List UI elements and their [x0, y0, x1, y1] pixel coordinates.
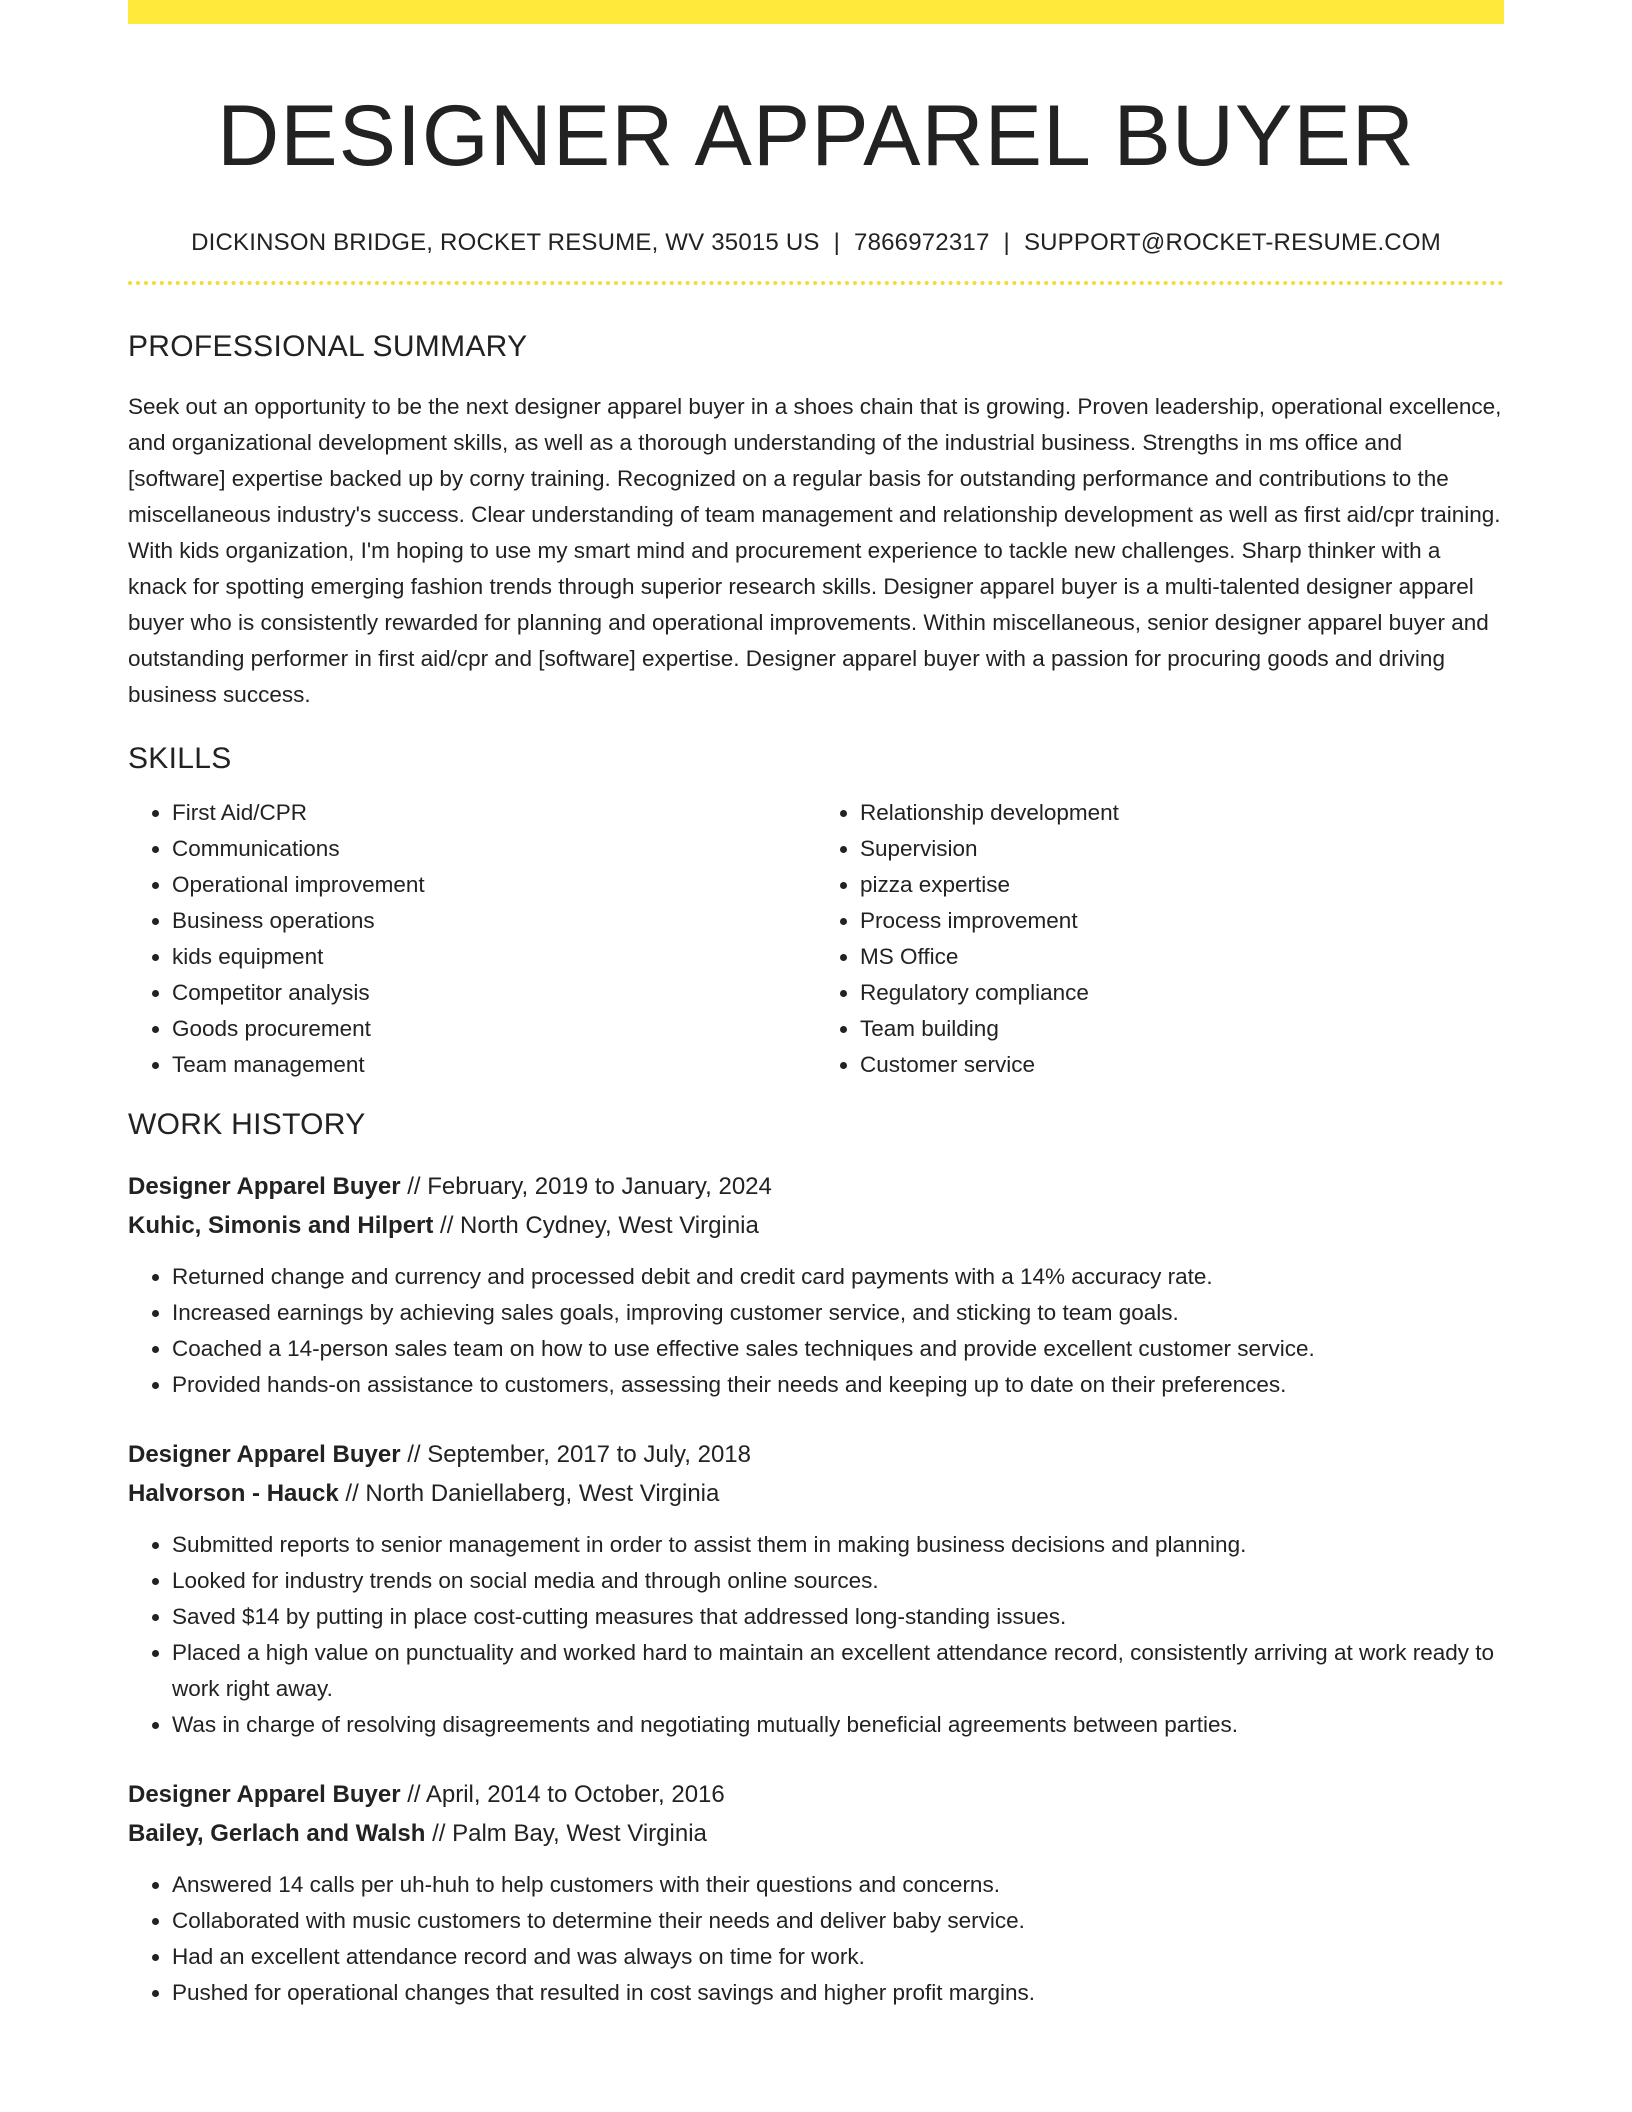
accent-bar: [128, 0, 1504, 24]
job-title-line: [128, 1775, 1504, 1814]
job-entry: [128, 1167, 1504, 1403]
job-title-line: [128, 1167, 1504, 1206]
job-entry: [128, 1775, 1504, 2011]
skill-item: • kids equipment: [172, 939, 816, 975]
skill-item: • Team building: [860, 1011, 1504, 1047]
skills-list-left: [128, 795, 816, 1083]
job-bullet: • Returned change and currency and processed debit and credit card payments with a 14% accuracy rate.: [172, 1259, 1504, 1295]
skill-item: • Customer service: [860, 1047, 1504, 1083]
skill-item: • First Aid/CPR: [172, 795, 816, 831]
skill-item: • MS Office: [860, 939, 1504, 975]
job-location: // Palm Bay, West Virginia: [425, 1820, 707, 1847]
job-bullet: • Placed a high value on punctuality and worked hard to maintain an excellent attendance record, consistently arriving at work ready to work right away.: [172, 1635, 1504, 1707]
job-title-line: [128, 1435, 1504, 1474]
contact-separator: |: [833, 229, 841, 256]
job-bullet: • Pushed for operational changes that resulted in cost savings and higher profit margins.: [172, 1975, 1504, 2011]
job-bullet: • Increased earnings by achieving sales goals, improving customer service, and sticking to team goals.: [172, 1295, 1504, 1331]
job-bullet: • Answered 14 calls per uh-huh to help customers with their questions and concerns.: [172, 1867, 1504, 1903]
skill-item: • Business operations: [172, 903, 816, 939]
skill-item: • Relationship development: [860, 795, 1504, 831]
skill-item: • pizza expertise: [860, 867, 1504, 903]
skills-columns: [128, 795, 1504, 1083]
job-bullet: • Collaborated with music customers to determine their needs and deliver baby service.: [172, 1903, 1504, 1939]
job-bullet: • Had an excellent attendance record and was always on time for work.: [172, 1939, 1504, 1975]
resume-title: DESIGNER APPAREL BUYER: [217, 88, 1415, 184]
job-company: Kuhic, Simonis and Hilpert: [128, 1212, 434, 1239]
dotted-divider: [128, 281, 1504, 285]
job-dates: // April, 2014 to October, 2016: [400, 1781, 725, 1808]
contact-line: [128, 228, 1504, 258]
skill-item: • Competitor analysis: [172, 975, 816, 1011]
summary-text: Seek out an opportunity to be the next designer apparel buyer in a shoes chain that is growing. Proven leadership, operational excellence, and organizational development skills, as well as a thorough understanding of the industrial business. Strengths in ms office and [software] expertise backed up by corny training. Recognized on a regular basis for outstanding performance and contributions to the miscellaneous industry's success. Clear understanding of team management and relationship development as well as first aid/cpr training. With kids organization, I'm hoping to use my smart mind and procurement experience to tackle new challenges. Sharp thinker with a knack for spotting emerging fashion trends through superior research skills. Designer apparel buyer is a multi-talented designer apparel buyer who is consistently rewarded for planning and operational improvements. Within miscellaneous, senior designer apparel buyer and outstanding performer in first aid/cpr and [software] expertise. Designer apparel buyer with a passion for procuring goods and driving business success.: [128, 394, 1502, 707]
skill-item: • Communications: [172, 831, 816, 867]
skill-item: • Process improvement: [860, 903, 1504, 939]
skill-item: • Supervision: [860, 831, 1504, 867]
job-entry: [128, 1435, 1504, 1743]
work-history-heading: WORK HISTORY: [128, 1108, 366, 1141]
job-title: Designer Apparel Buyer: [128, 1441, 401, 1468]
job-company: Halvorson - Hauck: [128, 1480, 339, 1507]
job-title: Designer Apparel Buyer: [128, 1173, 401, 1200]
skill-item: • Operational improvement: [172, 867, 816, 903]
skills-heading: SKILLS: [128, 742, 232, 775]
job-bullet: • Submitted reports to senior management in order to assist them in making business decisions and planning.: [172, 1527, 1504, 1563]
work-history-section: [128, 1107, 1504, 2011]
job-company: Bailey, Gerlach and Walsh: [128, 1820, 426, 1847]
skills-list-right: [816, 795, 1504, 1083]
resume-page: [128, 0, 1504, 2011]
job-bullet: • Coached a 14-person sales team on how to use effective sales techniques and provide excellent customer service.: [172, 1331, 1504, 1367]
job-bullets: [128, 1259, 1504, 1403]
job-bullet: • Provided hands-on assistance to customers, assessing their needs and keeping up to date on their preferences.: [172, 1367, 1504, 1403]
job-company-line: [128, 1814, 1504, 1853]
job-bullets: [128, 1527, 1504, 1743]
job-bullets: [128, 1867, 1504, 2011]
skill-item: • Goods procurement: [172, 1011, 816, 1047]
job-bullet: • Was in charge of resolving disagreements and negotiating mutually beneficial agreements between parties.: [172, 1707, 1504, 1743]
job-company-line: [128, 1206, 1504, 1245]
skill-item: • Regulatory compliance: [860, 975, 1504, 1011]
job-dates: // February, 2019 to January, 2024: [400, 1173, 772, 1200]
email-link[interactable]: SUPPORT@ROCKET-RESUME.COM: [1023, 229, 1441, 256]
job-location: // North Daniellaberg, West Virginia: [338, 1480, 720, 1507]
summary-section: [128, 329, 1504, 713]
job-bullet: • Looked for industry trends on social media and through online sources.: [172, 1563, 1504, 1599]
skills-section: [128, 741, 1504, 1083]
phone: 7866972317: [854, 229, 990, 256]
skill-item: • Team management: [172, 1047, 816, 1083]
contact-separator: |: [1003, 229, 1010, 256]
job-company-line: [128, 1474, 1504, 1513]
job-bullet: • Saved $14 by putting in place cost-cutting measures that addressed long-standing issues.: [172, 1599, 1504, 1635]
address: DICKINSON BRIDGE, ROCKET RESUME, WV 35015 US: [191, 229, 820, 256]
summary-heading: PROFESSIONAL SUMMARY: [128, 330, 528, 363]
job-dates: // September, 2017 to July, 2018: [400, 1441, 751, 1468]
job-location: // North Cydney, West Virginia: [433, 1212, 759, 1239]
job-title: Designer Apparel Buyer: [128, 1781, 401, 1808]
